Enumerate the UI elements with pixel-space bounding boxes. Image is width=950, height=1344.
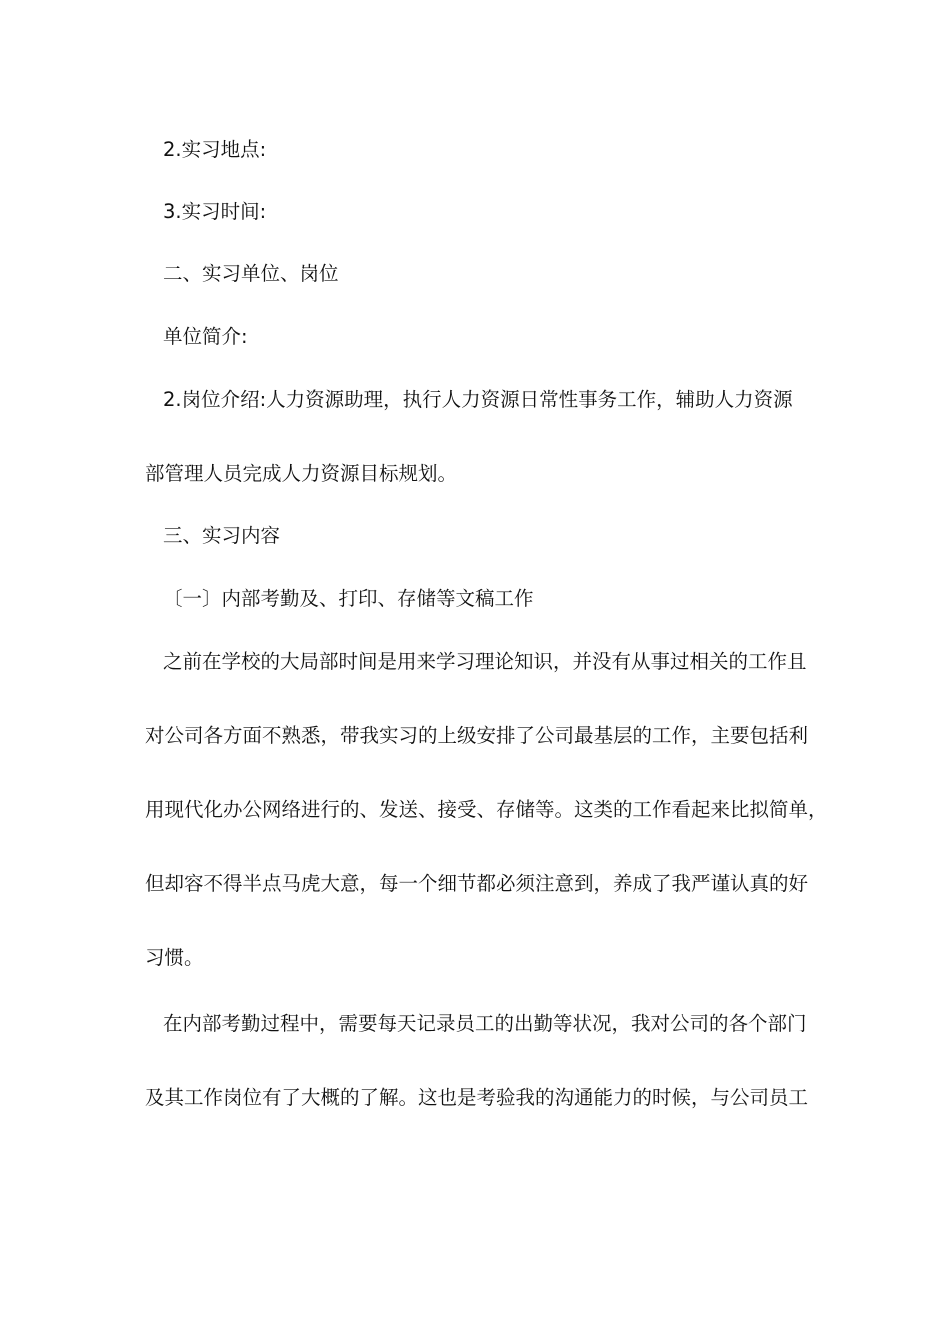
paragraph-1-line-4: 但却容不得半点马虎大意，每一个细节都必须注意到，养成了我严谨认真的好 — [145, 872, 809, 895]
line-internship-location: 2.实习地点: — [163, 138, 267, 161]
subheading-attendance-work: 〔一〕内部考勤及、打印、存储等文稿工作 — [163, 587, 534, 610]
line-unit-intro: 单位简介: — [163, 325, 248, 348]
paragraph-1-line-5: 习惯。 — [145, 946, 204, 969]
paragraph-1-line-3: 用现代化办公网络进行的、发送、接受、存储等。这类的工作看起来比拟简单， — [145, 798, 828, 821]
paragraph-1-line-1: 之前在学校的大局部时间是用来学习理论知识，并没有从事过相关的工作且 — [163, 650, 807, 673]
paragraph-position-line-2: 部管理人员完成人力资源目标规划。 — [145, 462, 458, 485]
paragraph-2-line-2: 及其工作岗位有了大概的了解。这也是考验我的沟通能力的时候，与公司员工 — [145, 1086, 809, 1109]
paragraph-position-line-1: 2.岗位介绍:人力资源助理，执行人力资源日常性事务工作，辅助人力资源 — [163, 388, 793, 411]
paragraph-2-line-1: 在内部考勤过程中，需要每天记录员工的出勤等状况，我对公司的各个部门 — [163, 1012, 807, 1035]
line-internship-time: 3.实习时间: — [163, 200, 267, 223]
section-heading-unit-position: 二、实习单位、岗位 — [163, 262, 339, 285]
paragraph-1-line-2: 对公司各方面不熟悉，带我实习的上级安排了公司最基层的工作，主要包括利 — [145, 724, 809, 747]
section-heading-content: 三、实习内容 — [163, 524, 281, 547]
